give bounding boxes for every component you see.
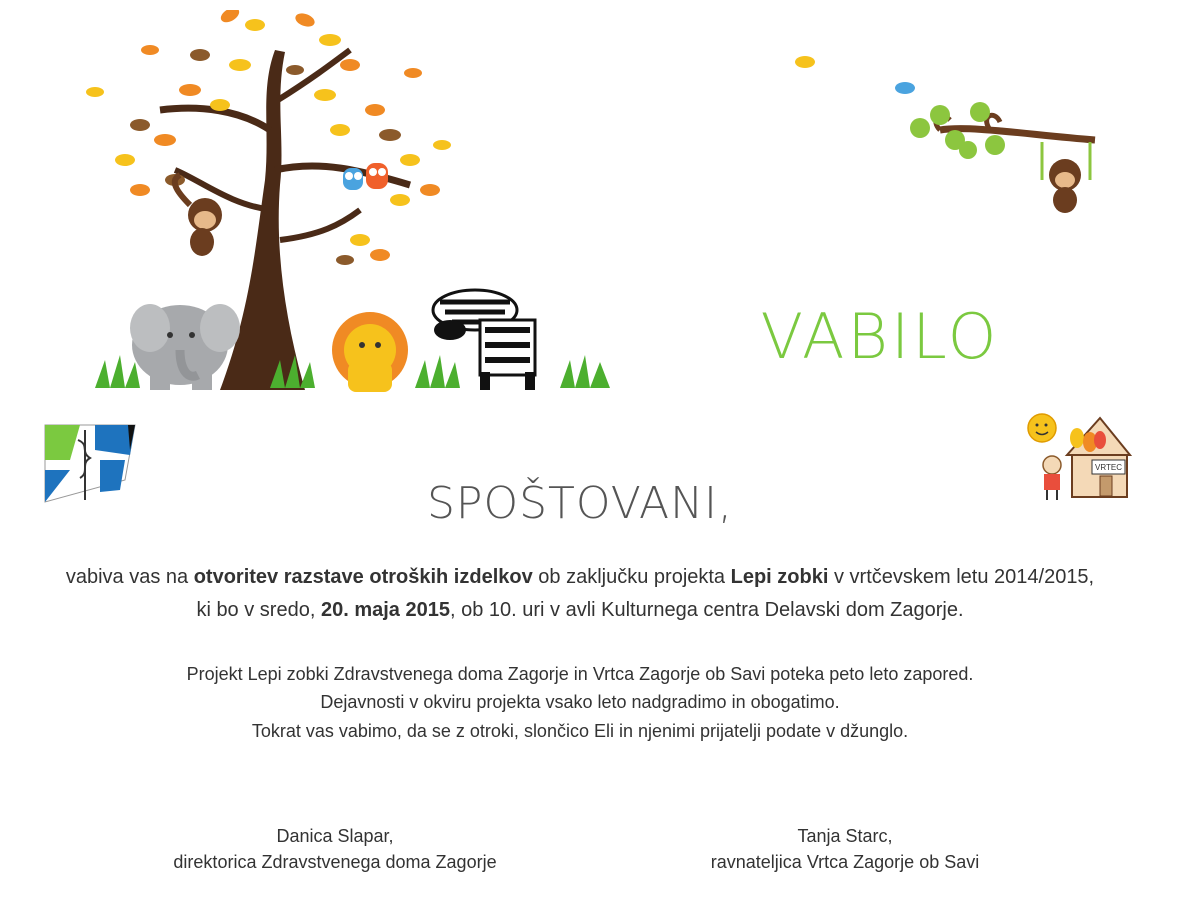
event-date: 20. maja 2015 <box>320 599 450 621</box>
lion-icon <box>332 312 408 392</box>
elephant-icon <box>130 304 240 390</box>
body-line: Projekt Lepi zobki Zdravstvenega doma Zagorje in Vrtca Zagorje ob Savi poteka peto leto zapored. <box>186 664 974 684</box>
invitation-text: , ob 10. uri v avli Kulturnega centra Delavski dom Zagorje. <box>449 599 964 621</box>
signatory-role: direktorica Zdravstvenega doma Zagorje <box>173 852 497 872</box>
greeting: SPOŠTOVANI, <box>426 478 734 529</box>
body-line: Dejavnosti v okviru projekta vsako leto nadgradimo in obogatimo. <box>320 692 840 712</box>
signatory-role: ravnateljica Vrtca Zagorje ob Savi <box>710 852 980 872</box>
invitation-line-1 <box>0 566 1160 589</box>
invitation-line-2 <box>0 599 1160 622</box>
project-name: Lepi zobki <box>730 566 829 588</box>
invitation-text: vabiva vas na <box>65 566 194 588</box>
bird-icon <box>795 56 915 94</box>
invitation-text: ki bo v sredo, <box>196 599 321 621</box>
branch-scene <box>780 50 1110 220</box>
zebra-icon <box>433 290 535 390</box>
invitation-text: ob zaključku projekta <box>532 566 731 588</box>
signatory-name: Tanja Starc, <box>797 826 893 846</box>
kindergarten-sign-text: VRTEC <box>1095 463 1122 472</box>
exhibition-name: otvoritev razstave otroških izdelkov <box>193 566 533 588</box>
monkey-icon <box>175 175 222 256</box>
branch-icon <box>910 102 1095 159</box>
jungle-scene <box>80 10 640 400</box>
signature-right <box>650 823 1040 875</box>
signatory-name: Danica Slapar, <box>276 826 394 846</box>
monkey-icon <box>1042 142 1090 213</box>
invitation-text: v vrtčevskem letu 2014/2015, <box>828 566 1095 588</box>
invitation-title: VABILO <box>760 300 1000 373</box>
body-line: Tokrat vas vabimo, da se z otroki, slončico Eli in njenimi prijatelji podate v džunglo. <box>251 721 909 741</box>
signature-left <box>140 823 530 875</box>
